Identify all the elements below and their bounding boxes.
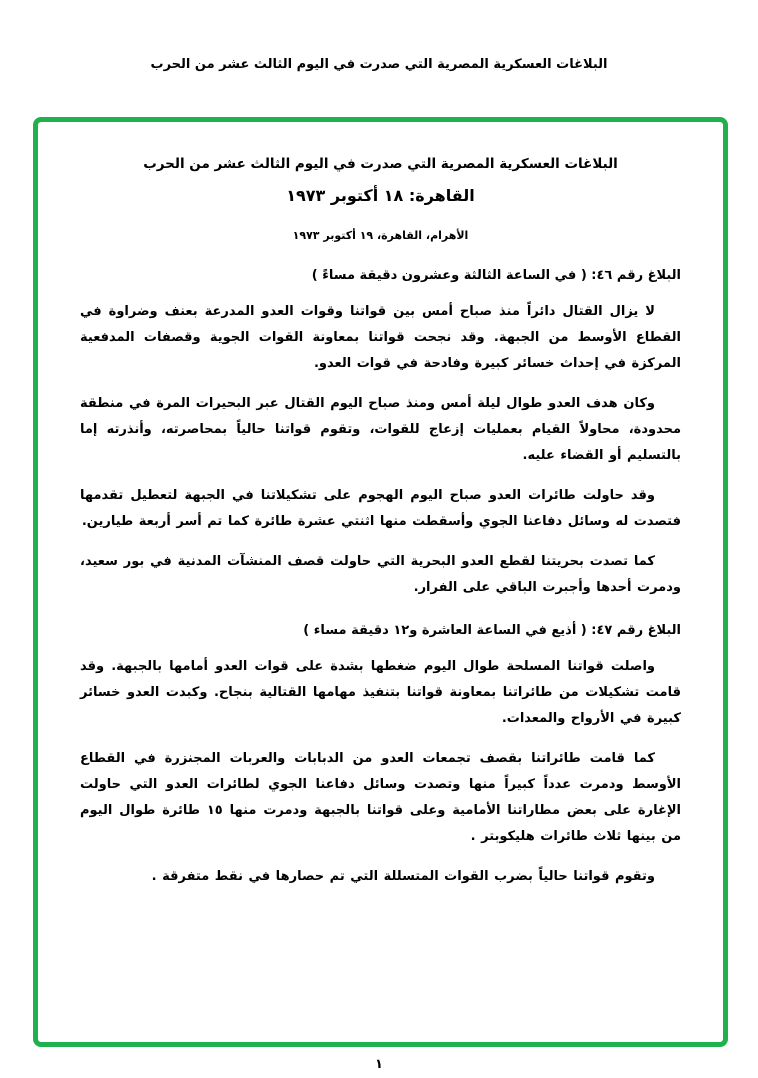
communique-46-paragraph-3: وقد حاولت طائرات العدو صباح اليوم الهجوم على تشكيلاتنا في الجبهة لتعطيل تقدمها فتصدت له وسائل دفاعنا الجوي وأسقطت منها اثنتي عشرة طائرة كما تم أسر أربعة طيارين. (80, 488, 681, 529)
page-header-title: البلاغات العسكرية المصرية التي صدرت في اليوم الثالث عشر من الحرب (150, 57, 608, 72)
communique-47-paragraph-3: وتقوم قواتنا حالياً بضرب القوات المتسللة التي تم حصارها في نقط متفرقة . (151, 869, 655, 884)
communique-47-paragraph-1: واصلت قواتنا المسلحة طوال اليوم ضغطها بشدة على قوات العدو أمامها بالجبهة. وقد قامت تشكيلات من طائراتنا بمعاونة قواتنا بتنفيذ مهامها القتالية بنجاح. وكبدت العدو خسائر كبيرة في الأرواح والمعدات. (80, 659, 681, 726)
communique-46-paragraph-2: وكان هدف العدو طوال ليلة أمس ومنذ صباح اليوم القتال عبر البحيرات المرة في منطقة محدودة، محاولاً القيام بعمليات إزعاج للقوات، وتقوم قواتنا حالياً بمحاصرته، وأنذرته إما بالتسليم أو القضاء عليه. (80, 396, 681, 463)
communique-47-heading: البلاغ رقم ٤٧: ( أذيع في الساعة العاشرة و١٢ دقيقة مساء ) (303, 623, 681, 638)
communique-46-paragraph-4: كما تصدت بحريتنا لقطع العدو البحرية التي حاولت قصف المنشآت المدنية في بور سعيد، ودمرت أحدها وأجبرت الباقي على الفرار. (80, 554, 681, 595)
communique-47-paragraph-2: كما قامت طائراتنا بقصف تجمعات العدو من الدبابات والعربات المجنزرة في القطاع الأوسط ودمرت عدداً كبيراً منها وتصدت وسائل دفاعنا الجوي لطائرات العدو التي حاولت الإغارة على بعض مطاراتنا الأمامية وعلى قواتنا بالجبهة ودمرت منها ١٥ طائرة طوال اليوم من بينها ثلاث طائرات هليكوبتر . (80, 751, 681, 844)
page-number: ١ (375, 1057, 383, 1072)
communique-46-paragraph-1: لا يزال القتال دائراً منذ صباح أمس بين قواتنا وقوات العدو المدرعة بعنف وضراوة في القطاع الأوسط من الجبهة. وقد نجحت قواتنا بمعاونة القوات الجوية وقصفات المدفعية المركزة في إحداث خسائر كبيرة وفادحة في قوات العدو. (80, 304, 681, 371)
source-citation: الأهرام، القاهرة، ١٩ أكتوبر ١٩٧٣ (292, 229, 469, 242)
document-title: البلاغات العسكرية المصرية التي صدرت في اليوم الثالث عشر من الحرب (143, 156, 618, 172)
communique-46-heading: البلاغ رقم ٤٦: ( في الساعة الثالثة وعشرون دقيقة مساءً ) (311, 268, 681, 283)
document-frame (33, 117, 728, 1047)
dateline: القاهرة: ١٨ أكتوبر ١٩٧٣ (286, 186, 475, 205)
